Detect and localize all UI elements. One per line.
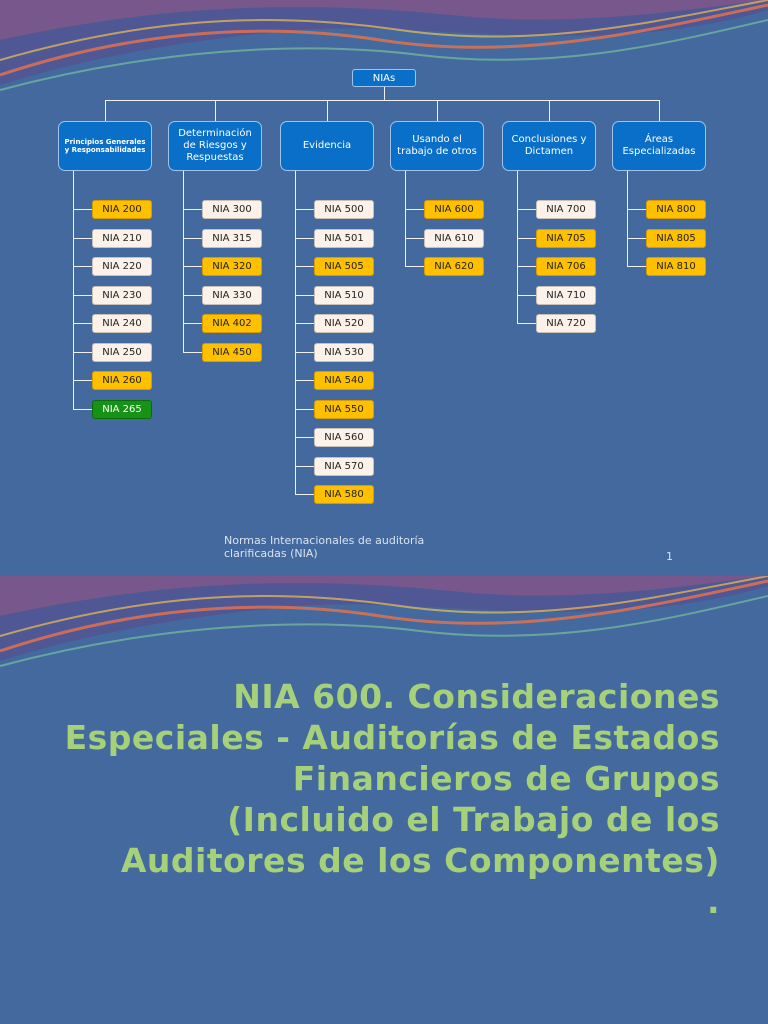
- connector-line: [549, 100, 550, 121]
- connector-line: [183, 323, 202, 324]
- title-line: .: [706, 882, 720, 921]
- connector-line: [384, 87, 385, 101]
- connector-line: [627, 209, 646, 210]
- nia-node: NIA 230: [92, 286, 152, 305]
- nia-node: NIA 600: [424, 200, 484, 219]
- nia-node: NIA 520: [314, 314, 374, 333]
- connector-line: [295, 409, 314, 410]
- connector-line: [73, 266, 92, 267]
- nia-node: NIA 300: [202, 200, 262, 219]
- connector-line: [659, 100, 660, 121]
- nia-node: NIA 210: [92, 229, 152, 248]
- connector-line: [73, 380, 92, 381]
- connector-line: [295, 171, 296, 494]
- connector-line: [105, 100, 106, 121]
- nia-node: NIA 265: [92, 400, 152, 419]
- footer-text: Normas Internacionales de auditoría clarificadas (NIA): [224, 534, 425, 560]
- connector-line: [183, 238, 202, 239]
- connector-line: [73, 352, 92, 353]
- nia-node: NIA 805: [646, 229, 706, 248]
- category-node: Evidencia: [280, 121, 374, 171]
- connector-line: [405, 266, 424, 267]
- connector-line: [517, 266, 536, 267]
- connector-line: [215, 100, 216, 121]
- connector-line: [517, 238, 536, 239]
- nia-node: NIA 500: [314, 200, 374, 219]
- connector-line: [295, 494, 314, 495]
- nia-node: NIA 810: [646, 257, 706, 276]
- connector-line: [73, 323, 92, 324]
- connector-line: [73, 171, 74, 409]
- connector-line: [517, 209, 536, 210]
- connector-line: [295, 266, 314, 267]
- nia-node: NIA 800: [646, 200, 706, 219]
- connector-line: [105, 100, 659, 101]
- connector-line: [327, 100, 328, 121]
- connector-line: [517, 323, 536, 324]
- connector-line: [295, 323, 314, 324]
- connector-line: [437, 100, 438, 121]
- nia-node: NIA 706: [536, 257, 596, 276]
- connector-line: [295, 238, 314, 239]
- connector-line: [295, 352, 314, 353]
- connector-line: [73, 409, 92, 410]
- nia-node: NIA 540: [314, 371, 374, 390]
- connector-line: [295, 380, 314, 381]
- nia-node: NIA 705: [536, 229, 596, 248]
- nia-node: NIA 200: [92, 200, 152, 219]
- connector-line: [183, 266, 202, 267]
- nia-node: NIA 320: [202, 257, 262, 276]
- nia-node: NIA 250: [92, 343, 152, 362]
- nia-node: NIA 240: [92, 314, 152, 333]
- connector-line: [627, 171, 628, 266]
- nia-node: NIA 505: [314, 257, 374, 276]
- connector-line: [627, 238, 646, 239]
- nia-node: NIA 700: [536, 200, 596, 219]
- connector-line: [295, 466, 314, 467]
- nia-node: NIA 220: [92, 257, 152, 276]
- category-node: Principios Generales y Responsabilidades: [58, 121, 152, 171]
- connector-line: [183, 171, 184, 352]
- title-line: Financieros de Grupos: [292, 759, 720, 798]
- title-line: NIA 600. Consideraciones: [233, 677, 720, 716]
- nia-node: NIA 620: [424, 257, 484, 276]
- connector-line: [405, 209, 424, 210]
- category-node: Determinación de Riesgos y Respuestas: [168, 121, 262, 171]
- slide-2: [0, 576, 768, 1024]
- connector-line: [295, 295, 314, 296]
- connector-line: [73, 238, 92, 239]
- connector-line: [73, 295, 92, 296]
- decorative-swoosh: [0, 0, 768, 120]
- nia-node: NIA 315: [202, 229, 262, 248]
- connector-line: [73, 209, 92, 210]
- nia-node: NIA 530: [314, 343, 374, 362]
- connector-line: [295, 437, 314, 438]
- nia-node: NIA 501: [314, 229, 374, 248]
- root-node: NIAs: [352, 69, 416, 87]
- connector-line: [405, 238, 424, 239]
- title-line: (Incluido el Trabajo de los: [227, 800, 720, 839]
- connector-line: [183, 352, 202, 353]
- nia-node: NIA 550: [314, 400, 374, 419]
- connector-line: [627, 266, 646, 267]
- category-node: Áreas Especializadas: [612, 121, 706, 171]
- nia-node: NIA 580: [314, 485, 374, 504]
- category-node: Conclusiones y Dictamen: [502, 121, 596, 171]
- nia-node: NIA 260: [92, 371, 152, 390]
- nia-node: NIA 560: [314, 428, 374, 447]
- nia-node: NIA 570: [314, 457, 374, 476]
- connector-line: [183, 295, 202, 296]
- nia-node: NIA 710: [536, 286, 596, 305]
- nia-node: NIA 720: [536, 314, 596, 333]
- connector-line: [405, 171, 406, 266]
- nia-node: NIA 510: [314, 286, 374, 305]
- title-line: Auditores de los Componentes): [120, 841, 720, 880]
- connector-line: [295, 209, 314, 210]
- nia-node: NIA 610: [424, 229, 484, 248]
- nia-node: NIA 330: [202, 286, 262, 305]
- slide-title: [40, 676, 720, 922]
- title-line: Especiales - Auditorías de Estados: [64, 718, 720, 757]
- page-number: 1: [666, 550, 673, 563]
- nia-node: NIA 402: [202, 314, 262, 333]
- connector-line: [183, 209, 202, 210]
- category-node: Usando el trabajo de otros: [390, 121, 484, 171]
- nia-node: NIA 450: [202, 343, 262, 362]
- connector-line: [517, 171, 518, 323]
- connector-line: [517, 295, 536, 296]
